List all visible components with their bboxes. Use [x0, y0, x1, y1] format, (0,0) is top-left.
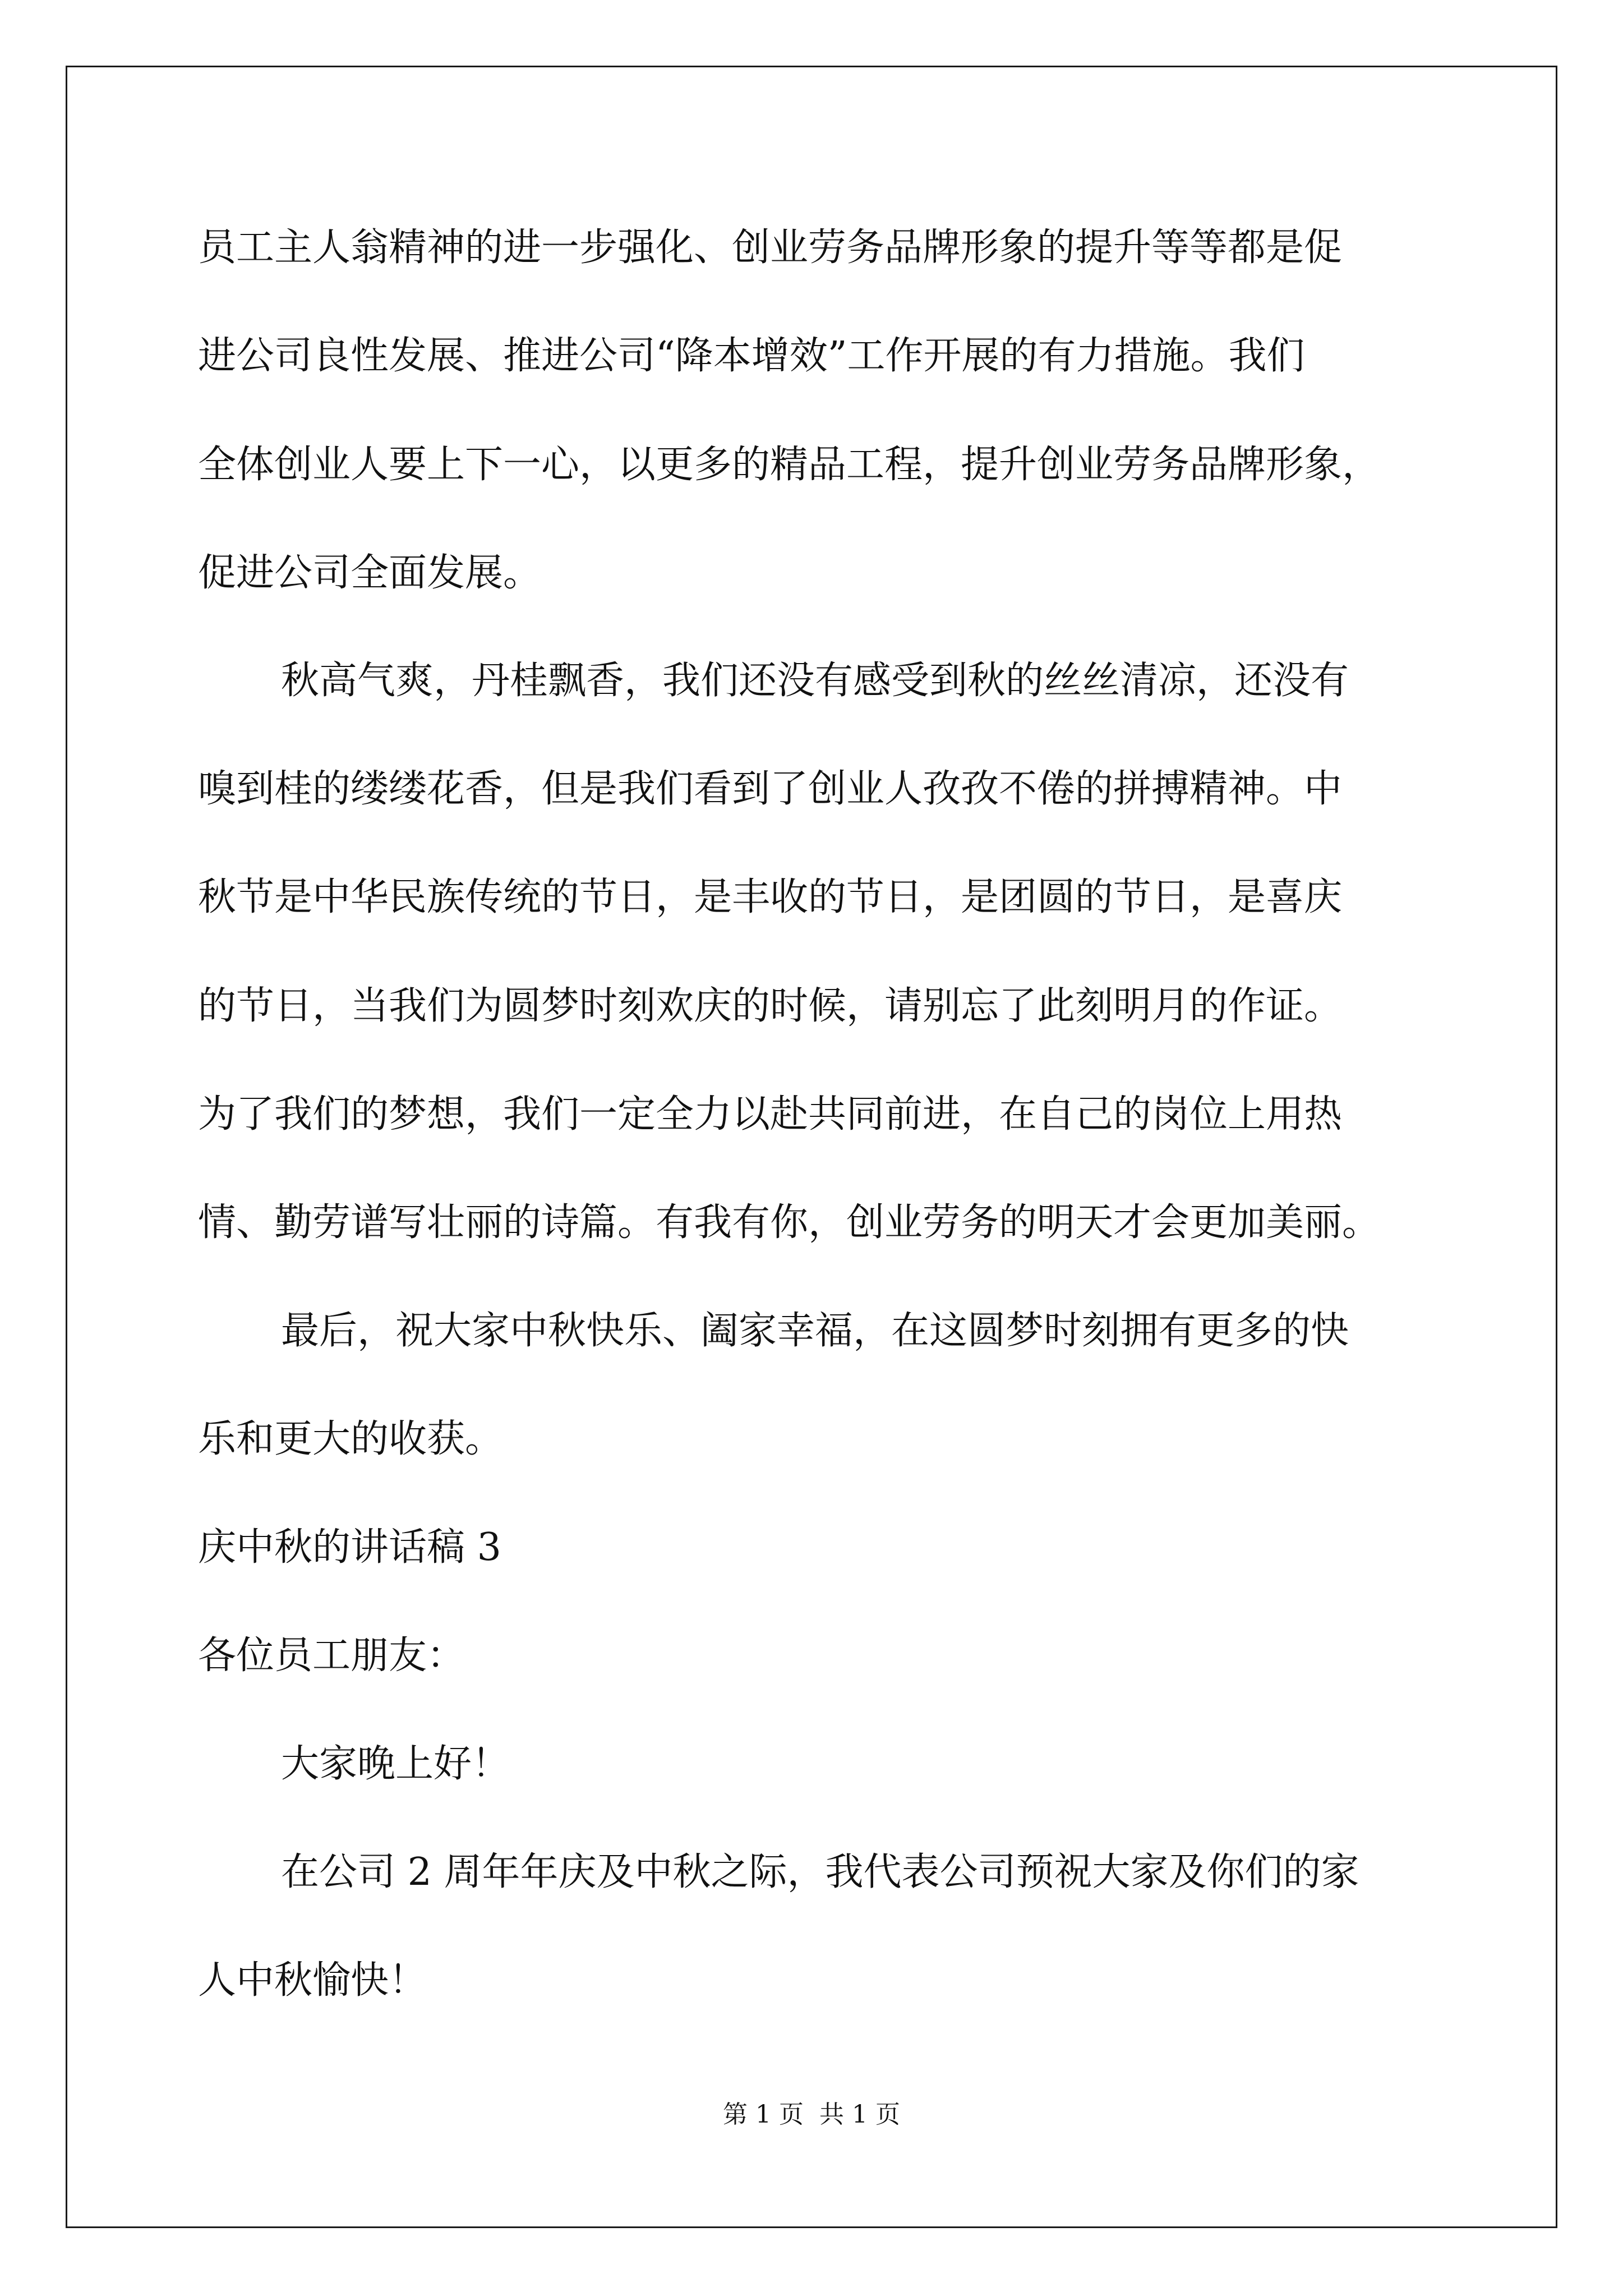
text-line: 员工主人翁精神的进一步强化、创业劳务品牌形象的提升等等都是促: [198, 226, 1343, 270]
text-line: 嗅到桂的缕缕花香，但是我们看到了创业人孜孜不倦的拼搏精神。中: [198, 767, 1343, 811]
text-line: 在公司 2 周年年庆及中秋之际，我代表公司预祝大家及你们的家: [281, 1850, 1359, 1894]
page-number: 第 1 页: [723, 2100, 804, 2129]
text-line: 为了我们的梦想，我们一定全力以赴共同前进，在自己的岗位上用热: [198, 1092, 1343, 1137]
text-line: 进公司良性发展、推进公司“降本增效”工作开展的有力措施。我们: [198, 334, 1305, 378]
page-total: 共 1 页: [819, 2100, 900, 2129]
text-line: 秋节是中华民族传统的节日，是丰收的节日，是团圆的节日，是喜庆: [198, 875, 1343, 919]
greeting: 大家晚上好！: [281, 1742, 510, 1786]
text-line: 的节日，当我们为圆梦时刻欢庆的时候，请别忘了此刻明月的作证。: [198, 984, 1343, 1028]
page-footer: [0, 2099, 1623, 2131]
page-border: [66, 66, 1557, 2228]
text-line: 情、勤劳谱写壮丽的诗篇。有我有你，创业劳务的明天才会更加美丽。: [198, 1200, 1381, 1245]
salutation: 各位员工朋友：: [198, 1634, 465, 1678]
text-line: 最后，祝大家中秋快乐、阖家幸福，在这圆梦时刻拥有更多的快: [281, 1309, 1349, 1353]
text-line: 全体创业人要上下一心，以更多的精品工程，提升创业劳务品牌形象，: [198, 443, 1381, 487]
section-heading: 庆中秋的讲话稿 3: [198, 1525, 501, 1570]
text-line: 乐和更大的收获。: [198, 1417, 504, 1461]
text-line: 促进公司全面发展。: [198, 551, 542, 595]
text-line: 人中秋愉快！: [198, 1958, 427, 2003]
text-line: 秋高气爽，丹桂飘香，我们还没有感受到秋的丝丝清凉，还没有: [281, 659, 1349, 703]
